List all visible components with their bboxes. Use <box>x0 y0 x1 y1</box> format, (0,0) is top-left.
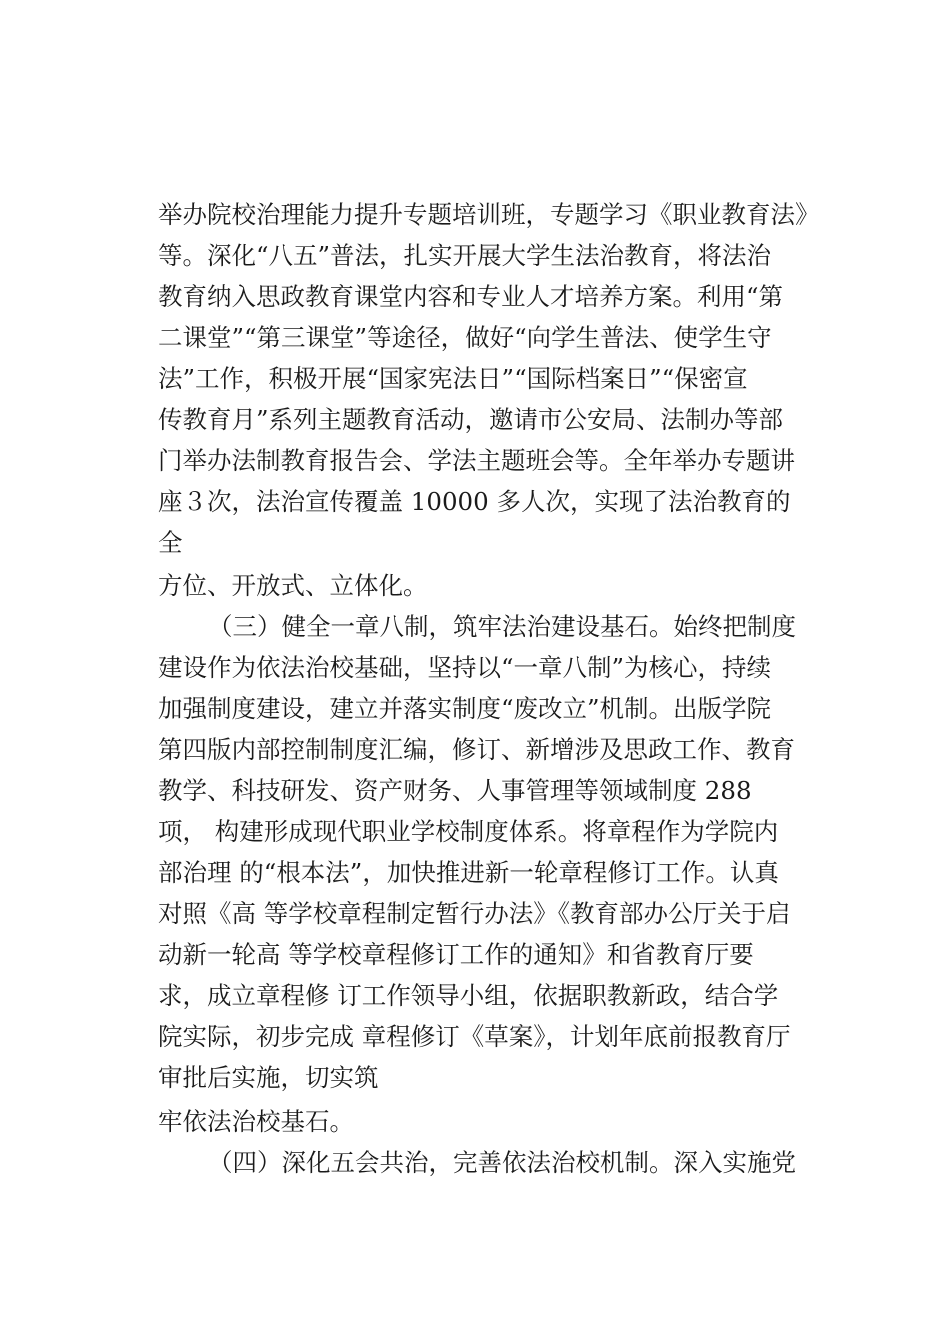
text-line: 座３次，法治宣传覆盖 10000 多人次，实现了法治教育的 <box>158 487 791 516</box>
text-line: 项， 构建形成现代职业学校制度体系。将章程作为学院内 <box>158 817 779 846</box>
section-heading-line: （三）健全一章八制，筑牢法治建设基石。始终把制度 <box>208 612 796 641</box>
text-line: 法”工作，积极开展“国家宪法日”“国际档案日”“保密宣 <box>158 364 748 393</box>
text-line: 审批后实施，切实筑 <box>158 1063 379 1092</box>
text-line: 举办院校治理能力提升专题培训班，专题学习《职业教育法》 <box>158 200 820 229</box>
text-line: 教育纳入思政教育课堂内容和专业人才培养方案。利用“第 <box>158 282 784 311</box>
text-line: 建设作为依法治校基础，坚持以“一章八制”为核心，持续 <box>158 653 772 682</box>
text-line: 二课堂”“第三课堂”等途径，做好“向学生普法、使学生守 <box>158 323 772 352</box>
text-line: 加强制度建设，建立并落实制度“废改立”机制。出版学院 <box>158 694 772 723</box>
text-line: 第四版内部控制制度汇编，修订、新增涉及思政工作、教育 <box>158 735 795 764</box>
text-line: 全 <box>158 528 183 557</box>
text-line: 对照《高 等学校章程制定暂行办法》《教育部办公厅关于启 <box>158 899 791 928</box>
text-line: 门举办法制教育报告会、学法主题班会等。全年举办专题讲 <box>158 446 795 475</box>
text-line: 等。深化“八五”普法，扎实开展大学生法治教育，将法治 <box>158 241 772 270</box>
section-heading-line: （四）深化五会共治，完善依法治校机制。深入实施党 <box>208 1148 796 1177</box>
text-line: 动新一轮高 等学校章程修订工作的通知》和省教育厅要 <box>158 940 754 969</box>
text-line: 院实际，初步完成 章程修订《草案》，计划年底前报教育厅 <box>158 1022 791 1051</box>
text-line: 部治理 的“根本法”，加快推进新一轮章程修订工作。认真 <box>158 858 779 887</box>
text-line: 方位、开放式、立体化。 <box>158 571 428 600</box>
text-line: 求，成立章程修 订工作领导小组，依据职教新政，结合学 <box>158 981 779 1010</box>
text-line: 教学、科技研发、资产财务、人事管理等领域制度 288 <box>158 776 752 805</box>
text-line: 传教育月”系列主题教育活动，邀请市公安局、法制办等部 <box>158 405 784 434</box>
text-line: 牢依法治校基石。 <box>158 1107 354 1136</box>
